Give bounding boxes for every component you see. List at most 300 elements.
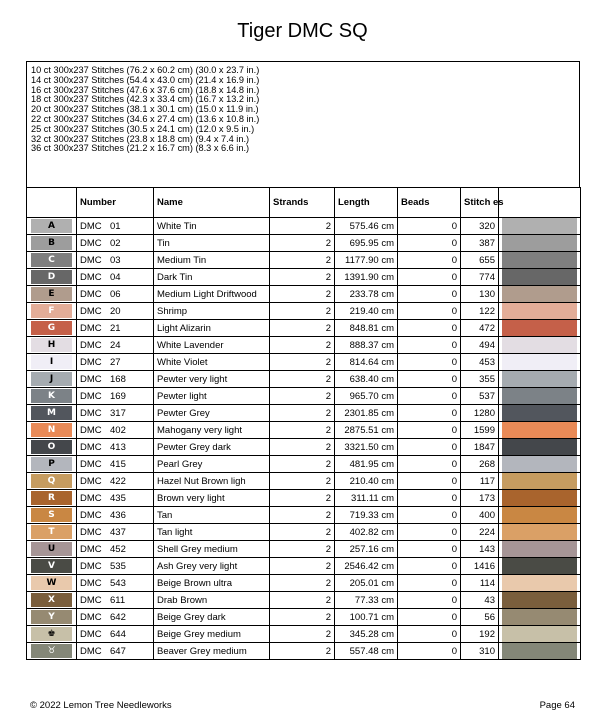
beads-cell: 0 <box>398 575 461 592</box>
symbol-chip: F <box>31 304 72 318</box>
number-cell <box>77 269 154 286</box>
color-swatch-cell <box>499 337 581 354</box>
symbol-cell <box>27 337 77 354</box>
brand-label: DMC <box>80 220 102 232</box>
thread-code: 20 <box>110 305 121 317</box>
stitches-cell: 355 <box>461 371 499 388</box>
number-cell <box>77 626 154 643</box>
table-row <box>27 643 581 660</box>
symbol-cell <box>27 541 77 558</box>
number-cell <box>77 218 154 235</box>
symbol-cell <box>27 286 77 303</box>
length-cell: 210.40 cm <box>335 473 398 490</box>
beads-cell: 0 <box>398 371 461 388</box>
table-row <box>27 473 581 490</box>
symbol-cell <box>27 269 77 286</box>
strands-cell: 2 <box>270 218 335 235</box>
thread-code: 168 <box>110 373 126 385</box>
brand-label: DMC <box>80 237 102 249</box>
header-symbol <box>27 188 77 218</box>
color-swatch-cell <box>499 218 581 235</box>
symbol-chip: ♚ <box>31 627 72 641</box>
symbol-cell <box>27 456 77 473</box>
brand-label: DMC <box>80 577 102 589</box>
table-row <box>27 524 581 541</box>
table-row <box>27 320 581 337</box>
thread-code: 02 <box>110 237 121 249</box>
table-row <box>27 575 581 592</box>
number-cell <box>77 592 154 609</box>
thread-code: 535 <box>110 560 126 572</box>
header-number: Number <box>77 188 154 218</box>
fabric-size-line: 18 ct 300x237 Stitches (42.3 x 33.4 cm) (16.7 x 13.2 in.) <box>31 94 260 105</box>
symbol-chip: S <box>31 508 72 522</box>
thread-code: 21 <box>110 322 121 334</box>
stitches-cell: 472 <box>461 320 499 337</box>
table-row <box>27 286 581 303</box>
color-swatch-cell <box>499 439 581 456</box>
strands-cell: 2 <box>270 558 335 575</box>
symbol-cell <box>27 422 77 439</box>
stitches-cell: 114 <box>461 575 499 592</box>
color-swatch-cell <box>499 286 581 303</box>
page-title: Tiger DMC SQ <box>237 20 368 42</box>
beads-cell: 0 <box>398 388 461 405</box>
table-header-row <box>27 188 581 218</box>
length-cell: 719.33 cm <box>335 507 398 524</box>
symbol-chip: R <box>31 491 72 505</box>
brand-label: DMC <box>80 305 102 317</box>
fabric-size-line: 14 ct 300x237 Stitches (54.4 x 43.0 cm) (21.4 x 16.9 in.) <box>31 74 260 85</box>
color-swatch <box>502 507 577 523</box>
symbol-cell <box>27 303 77 320</box>
symbol-chip: C <box>31 253 72 267</box>
brand-label: DMC <box>80 288 102 300</box>
name-cell: Shrimp <box>154 303 270 320</box>
length-cell: 695.95 cm <box>335 235 398 252</box>
number-cell <box>77 558 154 575</box>
strands-cell: 2 <box>270 541 335 558</box>
table-row <box>27 269 581 286</box>
color-swatch <box>502 626 577 642</box>
brand-label: DMC <box>80 441 102 453</box>
beads-cell: 0 <box>398 456 461 473</box>
color-swatch-cell <box>499 473 581 490</box>
strands-cell: 2 <box>270 405 335 422</box>
thread-code: 452 <box>110 543 126 555</box>
symbol-cell <box>27 524 77 541</box>
stitches-cell: 1416 <box>461 558 499 575</box>
number-cell <box>77 609 154 626</box>
length-cell: 1177.90 cm <box>335 252 398 269</box>
symbol-cell <box>27 354 77 371</box>
strands-cell: 2 <box>270 422 335 439</box>
name-cell: Dark Tin <box>154 269 270 286</box>
color-swatch <box>502 524 577 540</box>
stitches-cell: 143 <box>461 541 499 558</box>
table-row <box>27 592 581 609</box>
color-swatch <box>502 388 577 404</box>
number-cell <box>77 473 154 490</box>
symbol-cell <box>27 439 77 456</box>
strands-cell: 2 <box>270 320 335 337</box>
beads-cell: 0 <box>398 337 461 354</box>
table-row <box>27 422 581 439</box>
thread-code: 01 <box>110 220 121 232</box>
thread-code: 644 <box>110 628 126 640</box>
name-cell: White Violet <box>154 354 270 371</box>
number-cell <box>77 643 154 660</box>
symbol-chip: N <box>31 423 72 437</box>
color-swatch <box>502 354 577 370</box>
number-cell <box>77 541 154 558</box>
length-cell: 2875.51 cm <box>335 422 398 439</box>
table-row <box>27 626 581 643</box>
name-cell: Tin <box>154 235 270 252</box>
color-swatch-cell <box>499 507 581 524</box>
brand-label: DMC <box>80 339 102 351</box>
brand-label: DMC <box>80 526 102 538</box>
symbol-chip: Y <box>31 610 72 624</box>
stitches-cell: 192 <box>461 626 499 643</box>
brand-label: DMC <box>80 475 102 487</box>
brand-label: DMC <box>80 594 102 606</box>
beads-cell: 0 <box>398 524 461 541</box>
table-row <box>27 507 581 524</box>
stitches-cell: 1280 <box>461 405 499 422</box>
strands-cell: 2 <box>270 507 335 524</box>
symbol-cell <box>27 490 77 507</box>
length-cell: 205.01 cm <box>335 575 398 592</box>
name-cell: Drab Brown <box>154 592 270 609</box>
symbol-cell <box>27 235 77 252</box>
symbol-chip: M <box>31 406 72 420</box>
stitches-cell: 122 <box>461 303 499 320</box>
symbol-chip: V <box>31 559 72 573</box>
header-strands: Strands <box>270 188 335 218</box>
strands-cell: 2 <box>270 456 335 473</box>
brand-label: DMC <box>80 645 102 657</box>
length-cell: 219.40 cm <box>335 303 398 320</box>
color-swatch-cell <box>499 609 581 626</box>
color-swatch-cell <box>499 592 581 609</box>
strands-cell: 2 <box>270 371 335 388</box>
symbol-chip: B <box>31 236 72 250</box>
symbol-chip: P <box>31 457 72 471</box>
symbol-cell <box>27 252 77 269</box>
symbol-chip: I <box>31 355 72 369</box>
beads-cell: 0 <box>398 473 461 490</box>
table-row <box>27 490 581 507</box>
color-swatch <box>502 541 577 557</box>
symbol-chip: ♉ <box>31 644 72 658</box>
brand-label: DMC <box>80 322 102 334</box>
length-cell: 2301.85 cm <box>335 405 398 422</box>
number-cell <box>77 320 154 337</box>
color-swatch <box>502 575 577 591</box>
length-cell: 557.48 cm <box>335 643 398 660</box>
page-number: Page 64 <box>539 700 575 711</box>
color-swatch <box>502 303 577 319</box>
thread-code: 422 <box>110 475 126 487</box>
thread-legend-table <box>26 187 581 660</box>
color-swatch <box>502 422 577 438</box>
header-beads: Beads <box>398 188 461 218</box>
symbol-cell <box>27 575 77 592</box>
color-swatch <box>502 558 577 574</box>
beads-cell: 0 <box>398 320 461 337</box>
thread-code: 642 <box>110 611 126 623</box>
name-cell: Beige Grey medium <box>154 626 270 643</box>
color-swatch <box>502 320 577 336</box>
name-cell: White Lavender <box>154 337 270 354</box>
color-swatch <box>502 592 577 608</box>
thread-code: 27 <box>110 356 121 368</box>
beads-cell: 0 <box>398 252 461 269</box>
beads-cell: 0 <box>398 507 461 524</box>
length-cell: 814.64 cm <box>335 354 398 371</box>
brand-label: DMC <box>80 390 102 402</box>
number-cell <box>77 422 154 439</box>
symbol-chip: J <box>31 372 72 386</box>
table-row <box>27 405 581 422</box>
header-length: Length <box>335 188 398 218</box>
stitches-cell: 310 <box>461 643 499 660</box>
name-cell: Beige Brown ultra <box>154 575 270 592</box>
header-color <box>499 188 581 218</box>
length-cell: 888.37 cm <box>335 337 398 354</box>
length-cell: 575.46 cm <box>335 218 398 235</box>
name-cell: Medium Tin <box>154 252 270 269</box>
fabric-size-line: 32 ct 300x237 Stitches (23.8 x 18.8 cm) (9.4 x 7.4 in.) <box>31 133 250 144</box>
fabric-size-line: 10 ct 300x237 Stitches (76.2 x 60.2 cm) (30.0 x 23.7 in.) <box>31 65 260 75</box>
length-cell: 77.33 cm <box>335 592 398 609</box>
length-cell: 638.40 cm <box>335 371 398 388</box>
thread-code: 415 <box>110 458 126 470</box>
symbol-cell <box>27 218 77 235</box>
length-cell: 848.81 cm <box>335 320 398 337</box>
name-cell: Tan <box>154 507 270 524</box>
strands-cell: 2 <box>270 439 335 456</box>
color-swatch-cell <box>499 320 581 337</box>
beads-cell: 0 <box>398 269 461 286</box>
beads-cell: 0 <box>398 286 461 303</box>
strands-cell: 2 <box>270 609 335 626</box>
table-row <box>27 252 581 269</box>
stitches-cell: 537 <box>461 388 499 405</box>
number-cell <box>77 235 154 252</box>
thread-code: 06 <box>110 288 121 300</box>
table-row <box>27 303 581 320</box>
strands-cell: 2 <box>270 303 335 320</box>
stitches-cell: 400 <box>461 507 499 524</box>
color-swatch-cell <box>499 558 581 575</box>
table-row <box>27 609 581 626</box>
length-cell: 345.28 cm <box>335 626 398 643</box>
brand-label: DMC <box>80 424 102 436</box>
thread-code: 437 <box>110 526 126 538</box>
beads-cell: 0 <box>398 541 461 558</box>
length-cell: 2546.42 cm <box>335 558 398 575</box>
number-cell <box>77 575 154 592</box>
symbol-cell <box>27 558 77 575</box>
brand-label: DMC <box>80 458 102 470</box>
brand-label: DMC <box>80 271 102 283</box>
thread-code: 647 <box>110 645 126 657</box>
strands-cell: 2 <box>270 354 335 371</box>
color-swatch-cell <box>499 456 581 473</box>
name-cell: Pewter Grey dark <box>154 439 270 456</box>
number-cell <box>77 286 154 303</box>
fabric-size-line: 20 ct 300x237 Stitches (38.1 x 30.1 cm) (15.0 x 11.9 in.) <box>31 104 259 115</box>
length-cell: 3321.50 cm <box>335 439 398 456</box>
stitches-cell: 173 <box>461 490 499 507</box>
symbol-chip: U <box>31 542 72 556</box>
table-row <box>27 354 581 371</box>
symbol-cell <box>27 507 77 524</box>
beads-cell: 0 <box>398 405 461 422</box>
strands-cell: 2 <box>270 235 335 252</box>
name-cell: Beaver Grey medium <box>154 643 270 660</box>
strands-cell: 2 <box>270 575 335 592</box>
name-cell: Brown very light <box>154 490 270 507</box>
symbol-cell <box>27 405 77 422</box>
symbol-cell <box>27 609 77 626</box>
beads-cell: 0 <box>398 592 461 609</box>
number-cell <box>77 252 154 269</box>
color-swatch <box>502 643 577 659</box>
symbol-chip: X <box>31 593 72 607</box>
table-row <box>27 371 581 388</box>
strands-cell: 2 <box>270 643 335 660</box>
stitches-cell: 387 <box>461 235 499 252</box>
brand-label: DMC <box>80 543 102 555</box>
name-cell: Tan light <box>154 524 270 541</box>
brand-label: DMC <box>80 509 102 521</box>
stitches-cell: 320 <box>461 218 499 235</box>
color-swatch <box>502 218 577 234</box>
color-swatch <box>502 269 577 285</box>
table-row <box>27 456 581 473</box>
length-cell: 100.71 cm <box>335 609 398 626</box>
beads-cell: 0 <box>398 609 461 626</box>
beads-cell: 0 <box>398 643 461 660</box>
brand-label: DMC <box>80 492 102 504</box>
symbol-cell <box>27 592 77 609</box>
length-cell: 257.16 cm <box>335 541 398 558</box>
color-swatch <box>502 609 577 625</box>
brand-label: DMC <box>80 356 102 368</box>
number-cell <box>77 354 154 371</box>
number-cell <box>77 439 154 456</box>
length-cell: 481.95 cm <box>335 456 398 473</box>
thread-code: 317 <box>110 407 126 419</box>
strands-cell: 2 <box>270 524 335 541</box>
stitches-cell: 56 <box>461 609 499 626</box>
color-swatch-cell <box>499 303 581 320</box>
length-cell: 233.78 cm <box>335 286 398 303</box>
brand-label: DMC <box>80 611 102 623</box>
stitches-cell: 1847 <box>461 439 499 456</box>
color-swatch-cell <box>499 252 581 269</box>
strands-cell: 2 <box>270 337 335 354</box>
color-swatch-cell <box>499 626 581 643</box>
thread-code: 435 <box>110 492 126 504</box>
symbol-chip: E <box>31 287 72 301</box>
beads-cell: 0 <box>398 422 461 439</box>
thread-code: 402 <box>110 424 126 436</box>
strands-cell: 2 <box>270 269 335 286</box>
beads-cell: 0 <box>398 626 461 643</box>
name-cell: Beige Grey dark <box>154 609 270 626</box>
number-cell <box>77 490 154 507</box>
color-swatch <box>502 252 577 268</box>
stitches-cell: 130 <box>461 286 499 303</box>
symbol-chip: G <box>31 321 72 335</box>
number-cell <box>77 524 154 541</box>
name-cell: Mahogany very light <box>154 422 270 439</box>
number-cell <box>77 456 154 473</box>
thread-code: 24 <box>110 339 121 351</box>
strands-cell: 2 <box>270 286 335 303</box>
color-swatch-cell <box>499 643 581 660</box>
color-swatch <box>502 439 577 455</box>
number-cell <box>77 388 154 405</box>
length-cell: 311.11 cm <box>335 490 398 507</box>
length-cell: 965.70 cm <box>335 388 398 405</box>
name-cell: Ash Grey very light <box>154 558 270 575</box>
number-cell <box>77 371 154 388</box>
stitches-cell: 774 <box>461 269 499 286</box>
strands-cell: 2 <box>270 473 335 490</box>
table-row <box>27 541 581 558</box>
header-stitches: Stitch es <box>461 188 499 218</box>
stitches-cell: 268 <box>461 456 499 473</box>
number-cell <box>77 507 154 524</box>
name-cell: Pearl Grey <box>154 456 270 473</box>
thread-code: 03 <box>110 254 121 266</box>
length-cell: 402.82 cm <box>335 524 398 541</box>
beads-cell: 0 <box>398 218 461 235</box>
number-cell <box>77 405 154 422</box>
stitches-cell: 117 <box>461 473 499 490</box>
symbol-chip: H <box>31 338 72 352</box>
table-row <box>27 337 581 354</box>
color-swatch-cell <box>499 388 581 405</box>
color-swatch-cell <box>499 354 581 371</box>
color-swatch-cell <box>499 422 581 439</box>
beads-cell: 0 <box>398 235 461 252</box>
symbol-cell <box>27 643 77 660</box>
beads-cell: 0 <box>398 354 461 371</box>
brand-label: DMC <box>80 628 102 640</box>
stitches-cell: 43 <box>461 592 499 609</box>
stitches-cell: 1599 <box>461 422 499 439</box>
symbol-chip: O <box>31 440 72 454</box>
color-swatch <box>502 490 577 506</box>
strands-cell: 2 <box>270 388 335 405</box>
color-swatch-cell <box>499 575 581 592</box>
beads-cell: 0 <box>398 303 461 320</box>
fabric-size-line: 22 ct 300x237 Stitches (34.6 x 27.4 cm) (13.6 x 10.8 in.) <box>31 113 260 124</box>
brand-label: DMC <box>80 373 102 385</box>
beads-cell: 0 <box>398 490 461 507</box>
thread-code: 611 <box>110 594 126 606</box>
table-row <box>27 388 581 405</box>
name-cell: Shell Grey medium <box>154 541 270 558</box>
stitches-cell: 655 <box>461 252 499 269</box>
strands-cell: 2 <box>270 626 335 643</box>
